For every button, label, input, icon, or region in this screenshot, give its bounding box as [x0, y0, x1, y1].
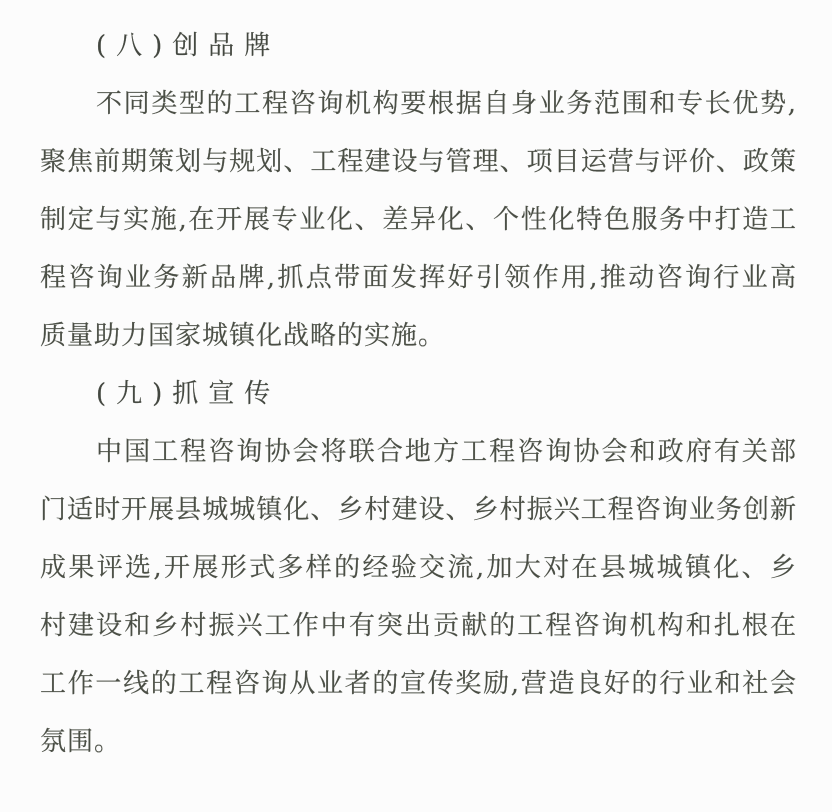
text-line: 中国工程咨询协会将联合地方工程咨询协会和政府有关部 — [96, 437, 797, 467]
text-line: 村建设和乡村振兴工作中有突出贡献的工程咨询机构和扎根在 — [40, 611, 797, 641]
text-line: 工作一线的工程咨询从业者的宣传奖励,营造良好的行业和社会 — [40, 669, 797, 699]
text-line: 氛围。 — [40, 727, 122, 757]
text-line: 门适时开展县城城镇化、乡村建设、乡村振兴工程咨询业务创新 — [40, 495, 797, 525]
text-line: 程咨询业务新品牌,抓点带面发挥好引领作用,推动咨询行业高 — [40, 263, 797, 293]
text-line: 不同类型的工程咨询机构要根据自身业务范围和专长优势, — [96, 89, 797, 119]
section-heading-9: (九)抓宣传 — [96, 379, 281, 409]
text-line: 聚焦前期策划与规划、工程建设与管理、项目运营与评价、政策 — [40, 147, 797, 177]
section-heading-8: (八)创品牌 — [96, 31, 281, 61]
document-text-block — [40, 17, 797, 771]
text-line: 质量助力国家城镇化战略的实施。 — [40, 321, 446, 351]
text-line: 成果评选,开展形式多样的经验交流,加大对在县城城镇化、乡 — [40, 553, 797, 583]
text-line: 制定与实施,在开展专业化、差异化、个性化特色服务中打造工 — [40, 205, 797, 235]
